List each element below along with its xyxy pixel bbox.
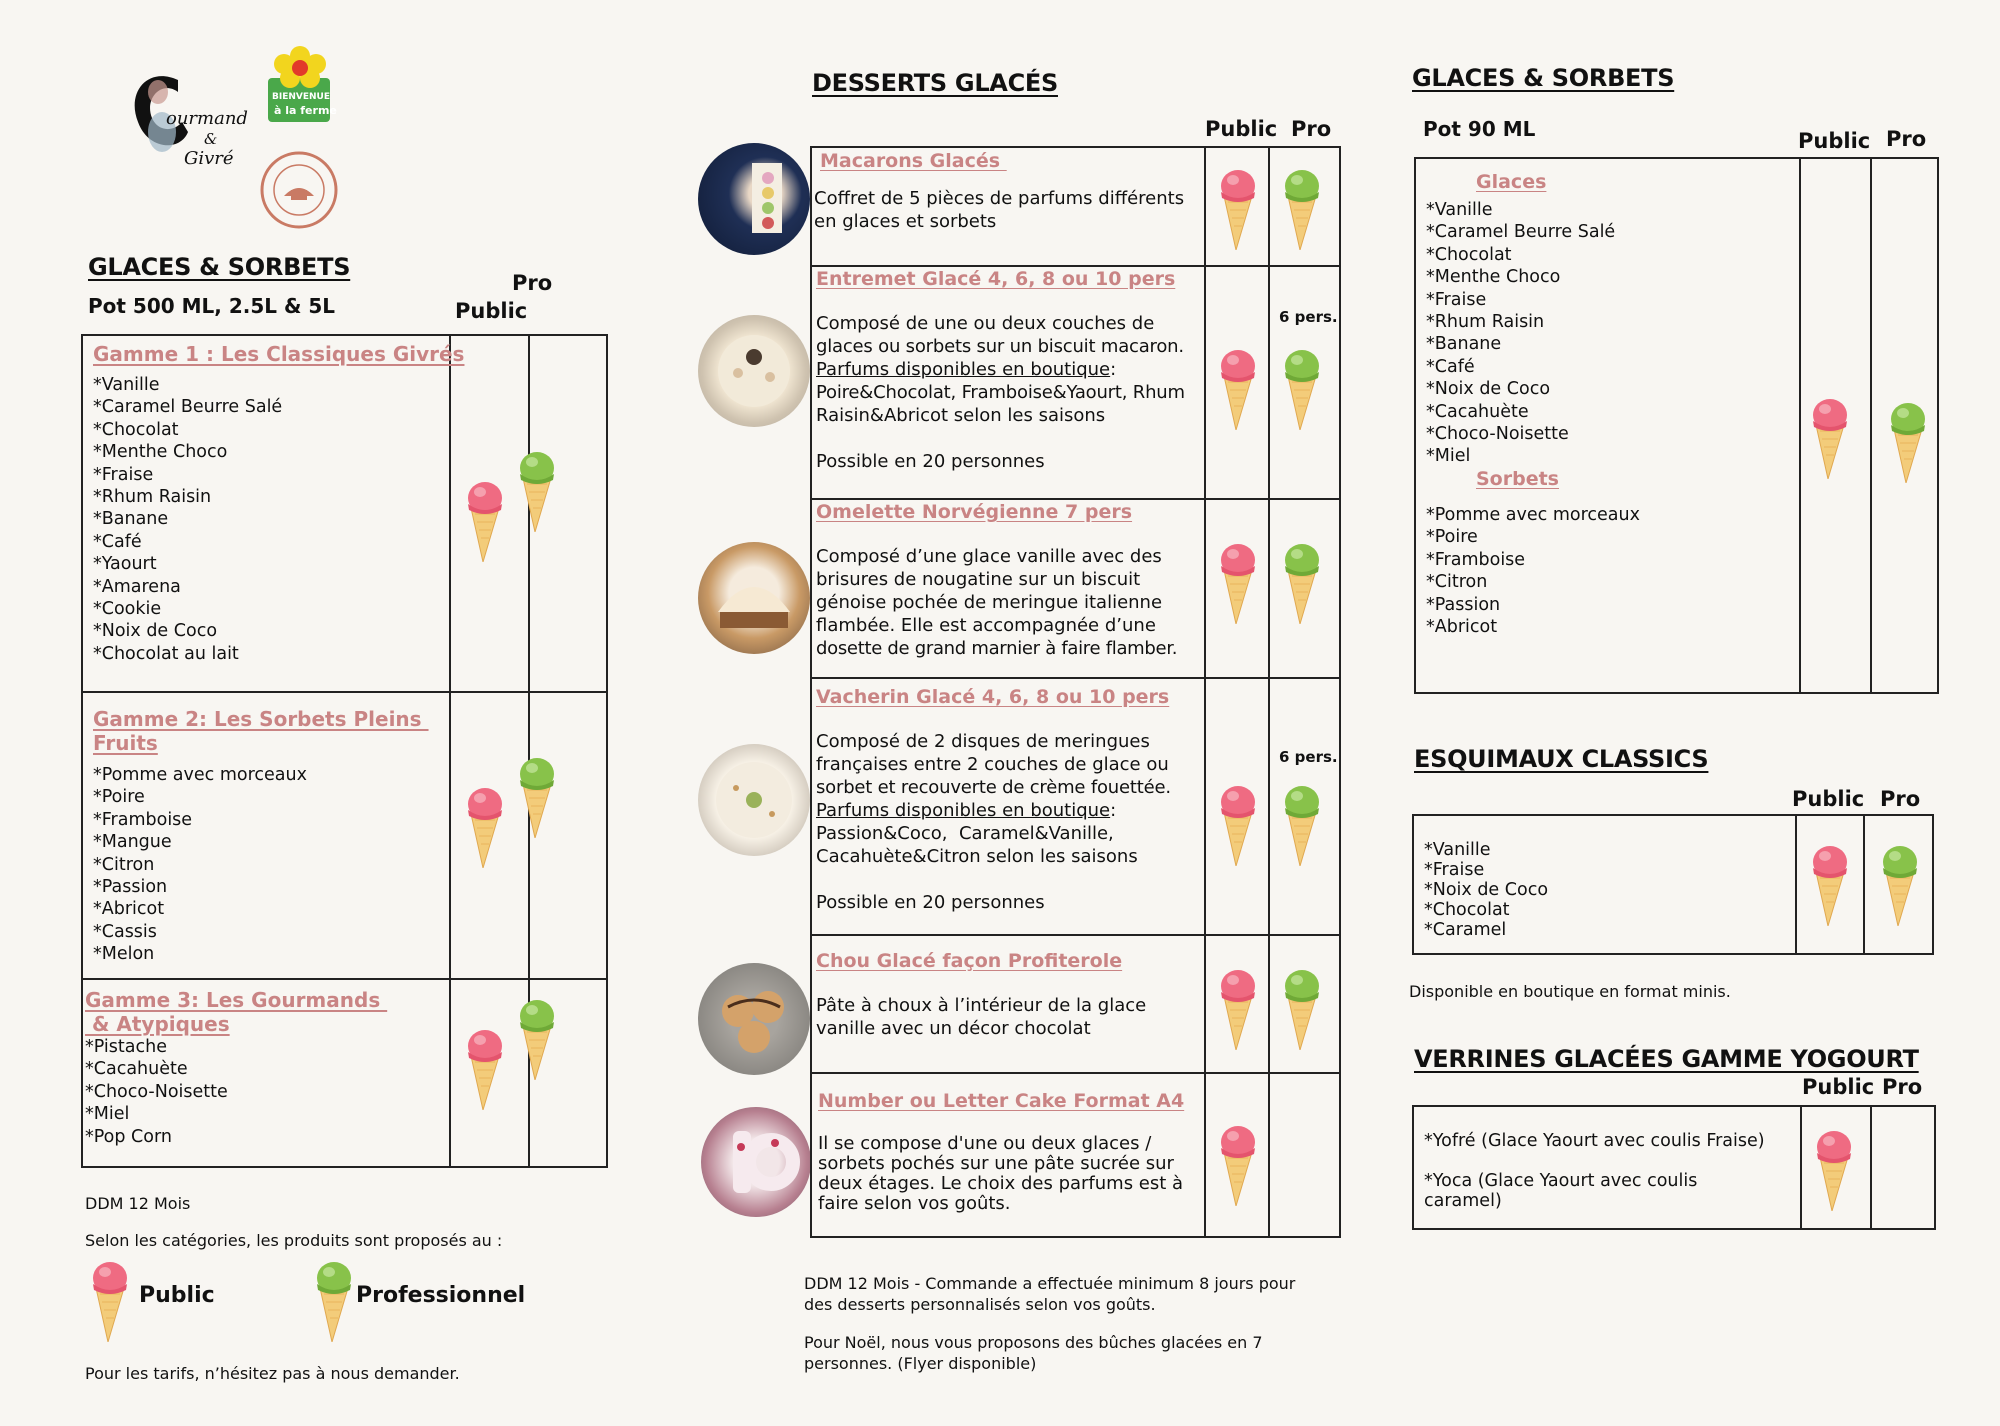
list-item: *Passion (93, 877, 168, 898)
list-item: *Noix de Coco (93, 621, 218, 642)
list-item: *Noix de Coco (1424, 880, 1549, 900)
pro-note: 6 pers. (1279, 748, 1338, 766)
ice-cream-pink-icon (1814, 1127, 1854, 1211)
dessert-line: brisures de nougatine sur un biscuit (816, 569, 1141, 590)
verrines-col-public: Public (1802, 1075, 1875, 1099)
ice-cream-pink-icon (1218, 782, 1258, 866)
dessert-line: en glaces et sorbets (814, 211, 997, 232)
badge-line1: BIENVENUE (272, 92, 330, 102)
ice-cream-green-icon (1888, 399, 1928, 483)
list-item: *Cacahuète (85, 1059, 188, 1080)
right-col-public: Public (1798, 129, 1871, 153)
pot90-table (1414, 157, 1939, 694)
pot90-cell (1426, 171, 1796, 638)
omelette-image (698, 542, 810, 654)
list-item: *Noix de Coco (1426, 379, 1551, 400)
list-item: *Chocolat au lait (93, 643, 239, 664)
dessert-row-vacherin (816, 686, 1208, 914)
ice-cream-green-icon (1282, 782, 1322, 866)
gamme1-list (93, 374, 443, 665)
gamme2-title-line2: Fruits (93, 731, 158, 755)
dessert-line: françaises entre 2 couches de glace ou (816, 754, 1169, 775)
brand-logo (118, 62, 258, 182)
omelette-photo (698, 542, 810, 654)
seal-icon (258, 150, 340, 230)
chou-image (698, 963, 810, 1075)
dessert-title: Number ou Letter Cake Format A4 (818, 1090, 1185, 1112)
ice-cream-green-icon (517, 996, 557, 1080)
dessert-line: Composé de 2 disques de meringues (816, 731, 1150, 752)
list-item: *Amarena (93, 576, 181, 597)
list-item: *Fraise (93, 464, 154, 485)
list-item: *Chocolat (1426, 244, 1512, 265)
legend-pink-icon (90, 1258, 130, 1342)
right-subtitle: Pot 90 ML (1423, 117, 1536, 141)
entremet-photo (698, 315, 810, 427)
middle-footer1 (804, 1273, 1295, 1315)
list-item: *Chocolat (1424, 900, 1510, 920)
left-subtitle: Pot 500 ML, 2.5L & 5L (88, 294, 336, 318)
list-item: *Pistache (85, 1037, 167, 1057)
list-item: *Pop Corn (85, 1126, 172, 1147)
esquimaux-title: ESQUIMAUX CLASSICS (1414, 745, 1709, 773)
list-item: *Mangue (93, 832, 172, 853)
list-item: *Caramel Beurre Salé (93, 397, 283, 418)
list-item: *Rhum Raisin (93, 487, 212, 508)
dessert-line: Passion&Coco, Caramel&Vanille, (816, 823, 1114, 844)
list-item: *Citron (1426, 572, 1488, 593)
dessert-line: flambée. Elle est accompagnée d’une (816, 615, 1156, 636)
vacherin-image (698, 744, 810, 856)
list-item: caramel) (1424, 1191, 1502, 1211)
dessert-row-entremet (816, 268, 1208, 473)
list-item: *Pomme avec morceaux (1426, 504, 1640, 525)
dessert-line: faire selon vos goûts. (818, 1193, 1011, 1214)
list-item: *Banane (1426, 334, 1502, 355)
dessert-underline-suffix: : (1110, 800, 1117, 821)
dessert-line: Coffret de 5 pièces de parfums différents (814, 188, 1185, 209)
ice-cream-green-icon (1282, 166, 1322, 250)
list-item: *Menthe Choco (1426, 267, 1561, 288)
dessert-line: vanille avec un décor chocolat (816, 1018, 1091, 1039)
list-item: *Caramel (1424, 920, 1507, 940)
dessert-line: Raisin&Abricot selon les saisons (816, 405, 1106, 426)
dessert-row-macarons (814, 150, 1204, 233)
gamme2-title-line1: Gamme 2: Les Sorbets Pleins (93, 707, 429, 731)
dessert-line: Pâte à choux à l’intérieur de la glace (816, 995, 1147, 1016)
list-item: *Passion (1426, 594, 1501, 615)
gamme3-title-line2: & Atypiques (85, 1012, 230, 1036)
ice-cream-pink-icon (465, 1026, 505, 1110)
dessert-line: Composé d’une glace vanille avec des (816, 546, 1162, 567)
dessert-line: Composé de une ou deux couches de (816, 313, 1155, 334)
left-col-pro: Pro (512, 271, 553, 295)
ice-cream-pink-icon (465, 784, 505, 868)
desserts-table (810, 146, 1341, 1238)
right-title: GLACES & SORBETS (1412, 64, 1675, 92)
ice-cream-pink-icon (465, 478, 505, 562)
dessert-line: dosette de grand marnier à faire flamber. (816, 638, 1178, 659)
ice-cream-pink-icon (1218, 966, 1258, 1050)
footer-line: Pour Noël, nous vous proposons des bûches glacées en 7 (804, 1333, 1263, 1352)
list-item: *Menthe Choco (93, 442, 228, 463)
footer-line: personnes. (Flyer disponible) (804, 1354, 1037, 1373)
list-item: *Choco-Noisette (1426, 424, 1569, 445)
dessert-title: Macarons Glacés (820, 150, 1007, 172)
list-item: *Rhum Raisin (1426, 312, 1545, 333)
ice-cream-pink-icon (1810, 395, 1850, 479)
dessert-underline: Parfums disponibles en boutique (816, 359, 1111, 380)
glaces-list (1426, 199, 1796, 468)
left-tarifs: Pour les tarifs, n’hésitez pas à nous demander. (85, 1364, 460, 1383)
ice-cream-green-icon (1880, 842, 1920, 926)
dessert-row-chou (816, 950, 1208, 1040)
dessert-line: Possible en 20 personnes (816, 451, 1045, 472)
dessert-underline-suffix: : (1110, 359, 1117, 380)
list-item: *Choco-Noisette (85, 1081, 228, 1102)
verrines-col-pro: Pro (1882, 1075, 1923, 1099)
legend-green-icon (314, 1258, 354, 1342)
list-item: *Café (93, 531, 142, 552)
dessert-title: Omelette Norvégienne 7 pers (816, 501, 1133, 523)
dessert-underline: Parfums disponibles en boutique (816, 800, 1111, 821)
glaces-title: Glaces (1476, 171, 1547, 193)
ice-cream-green-icon (517, 448, 557, 532)
dessert-row-number-cake (818, 1090, 1208, 1214)
ice-cream-green-icon (1282, 966, 1322, 1050)
dessert-line: Il se compose d'une ou deux glaces / (818, 1133, 1152, 1154)
dessert-title: Vacherin Glacé 4, 6, 8 ou 10 pers (816, 686, 1170, 708)
left-title: GLACES & SORBETS (88, 253, 351, 281)
verrines-cell (1424, 1131, 1765, 1211)
ice-cream-pink-icon (1810, 842, 1850, 926)
list-item: *Abricot (93, 899, 165, 920)
dessert-line: Poire&Chocolat, Framboise&Yaourt, Rhum (816, 382, 1185, 403)
esquimaux-cell (1424, 840, 1548, 940)
list-item: *Framboise (1426, 549, 1526, 570)
list-item: *Vanille (93, 375, 160, 395)
gamme3-cell (85, 988, 445, 1148)
entremet-image (698, 315, 810, 427)
esquimaux-col-public: Public (1792, 787, 1865, 811)
brand-line2: & (204, 130, 218, 148)
chou-photo (698, 963, 810, 1075)
sorbets-list (1426, 504, 1796, 638)
left-ddm: DDM 12 Mois (85, 1194, 191, 1213)
middle-title: DESSERTS GLACÉS (812, 69, 1058, 97)
dessert-row-omelette (816, 501, 1208, 660)
middle-footer2 (804, 1332, 1263, 1374)
pro-note: 6 pers. (1279, 308, 1338, 326)
number-cake-photo (701, 1107, 811, 1217)
exploitation-seal-logo (258, 150, 340, 230)
ice-cream-green-icon (517, 754, 557, 838)
list-item: *Poire (93, 787, 145, 808)
list-item: *Cassis (93, 921, 157, 942)
ice-cream-pink-icon (1218, 540, 1258, 624)
verrines-title: VERRINES GLACÉES GAMME YOGOURT (1414, 1045, 1919, 1073)
ice-cream-pink-icon (1218, 1122, 1258, 1206)
macarons-image (698, 143, 810, 255)
list-item: *Vanille (1426, 200, 1493, 220)
legend-pro: Professionnel (356, 1283, 526, 1308)
list-item: *Miel (1426, 446, 1471, 467)
footer-line: des desserts personnalisés selon vos goûts. (804, 1295, 1156, 1314)
dessert-line: sorbets pochés sur une pâte sucrée sur (818, 1153, 1174, 1174)
badge-line2: à la ferme (274, 104, 337, 117)
list-item: *Fraise (1424, 860, 1485, 880)
dessert-line (816, 799, 1208, 822)
list-item: *Cacahuète (1426, 401, 1529, 422)
left-table (81, 334, 608, 1168)
list-item: *Chocolat (93, 419, 179, 440)
list-item: *Fraise (1426, 289, 1487, 310)
dessert-line: glaces ou sorbets sur un biscuit macaron. (816, 336, 1184, 357)
gamme3-title-line1: Gamme 3: Les Gourmands (85, 988, 388, 1012)
esquimaux-col-pro: Pro (1880, 787, 1921, 811)
esquimaux-table (1412, 814, 1934, 955)
gamme3-list (85, 1036, 445, 1148)
list-item: *Pomme avec morceaux (93, 765, 307, 785)
dessert-line (816, 358, 1208, 381)
list-item: *Yoca (Glace Yaourt avec coulis (1424, 1171, 1698, 1191)
ice-cream-pink-icon (1218, 166, 1258, 250)
list-item: *Citron (93, 854, 155, 875)
left-col-public: Public (455, 299, 528, 323)
list-item: *Caramel Beurre Salé (1426, 222, 1616, 243)
list-item: *Banane (93, 509, 169, 530)
sorbets-title: Sorbets (1476, 467, 1559, 490)
gamme1-title: Gamme 1 : Les Classiques Givrés (93, 342, 465, 366)
list-item: *Melon (93, 944, 155, 965)
list-item: *Cookie (93, 599, 162, 620)
list-item: *Vanille (1424, 840, 1491, 860)
dessert-line: Cacahuète&Citron selon les saisons (816, 846, 1138, 867)
list-item: *Café (1426, 356, 1475, 377)
ice-cream-green-icon (1282, 540, 1322, 624)
list-item: *Yaourt (93, 554, 157, 575)
middle-col-public: Public (1205, 117, 1278, 141)
legend-public: Public (139, 1283, 215, 1308)
brand-line1: ourmand (166, 108, 248, 129)
right-col-pro: Pro (1886, 127, 1927, 151)
esquimaux-note: Disponible en boutique en format minis. (1409, 982, 1731, 1001)
brand-line3: Givré (184, 148, 234, 169)
ice-cream-pink-icon (1218, 346, 1258, 430)
dessert-title: Chou Glacé façon Profiterole (816, 950, 1123, 972)
gamme2-cell (93, 707, 443, 966)
vacherin-photo (698, 744, 810, 856)
list-item: *Poire (1426, 527, 1478, 548)
gamme2-list (93, 764, 443, 966)
dessert-line: sorbet et recouverte de crème fouettée. (816, 777, 1171, 798)
list-item: *Yofré (Glace Yaourt avec coulis Fraise) (1424, 1131, 1765, 1151)
number-cake-image (701, 1107, 811, 1217)
middle-col-pro: Pro (1291, 117, 1332, 141)
list-item: *Abricot (1426, 616, 1498, 637)
list-item: *Miel (85, 1104, 130, 1125)
ice-cream-green-icon (1282, 346, 1322, 430)
dessert-title: Entremet Glacé 4, 6, 8 ou 10 pers (816, 268, 1176, 290)
gamme1-cell (93, 342, 465, 665)
macarons-photo (698, 143, 810, 255)
bienvenue-ferme-logo (262, 44, 338, 126)
list-item: *Framboise (93, 809, 193, 830)
dessert-line: génoise pochée de meringue italienne (816, 592, 1163, 613)
legend-intro: Selon les catégories, les produits sont proposés au : (85, 1231, 503, 1250)
dessert-line: deux étages. Le choix des parfums est à (818, 1173, 1184, 1194)
verrines-table (1412, 1105, 1936, 1230)
footer-line: DDM 12 Mois - Commande a effectuée minimum 8 jours pour (804, 1274, 1296, 1293)
dessert-line: Possible en 20 personnes (816, 892, 1045, 913)
